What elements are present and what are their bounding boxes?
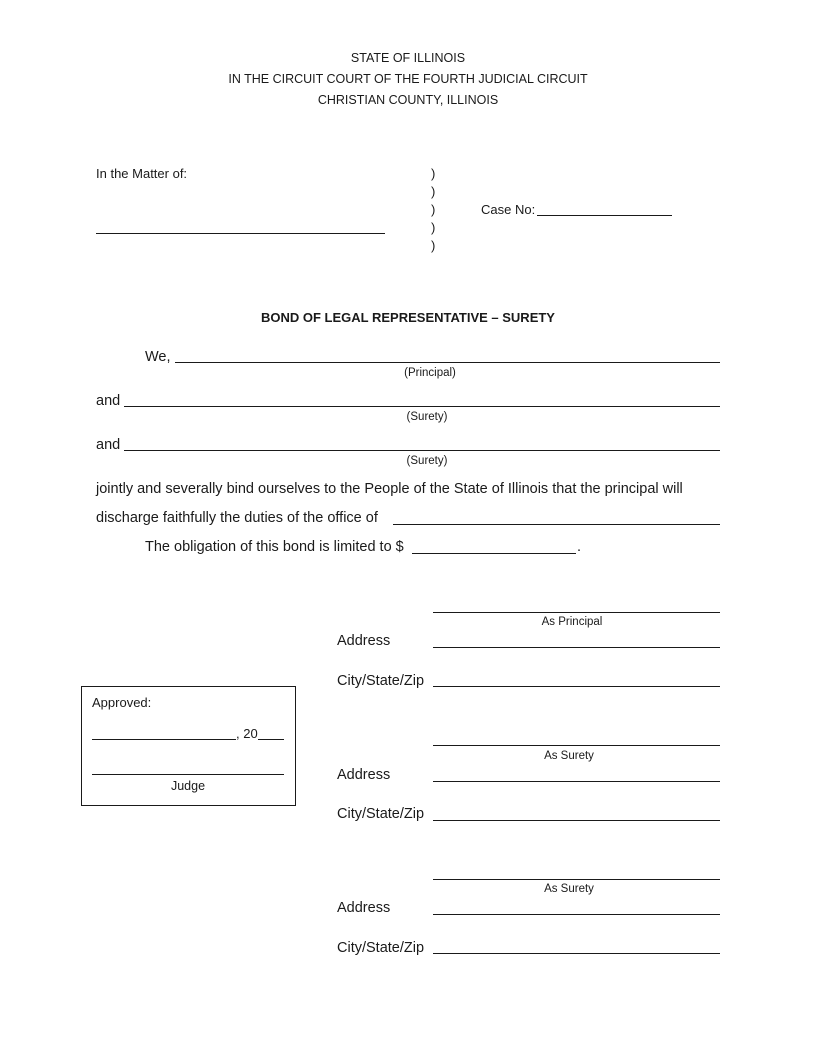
obligation-period: . [577,539,582,555]
caption-paren: ) [431,166,436,181]
judge-label: Judge [170,779,206,793]
judge-signature-line[interactable] [92,774,284,775]
obligation-text: The obligation of this bond is limited to $ [145,539,404,555]
and-label: and [96,437,121,453]
surety1-address-line[interactable] [433,781,720,782]
as-surety-caption-2: As Surety [544,883,594,895]
caption-paren: ) [431,184,436,199]
surety-line-1[interactable] [124,406,720,407]
caption-paren: ) [431,220,436,235]
case-no-line[interactable] [537,215,672,216]
approval-date-line[interactable] [92,739,236,740]
approval-year-label: , 20 [236,726,258,741]
as-surety-caption-1: As Surety [544,750,594,762]
amount-line[interactable] [412,553,576,554]
as-principal-caption: As Principal [541,616,603,628]
surety2-address-label: Address [337,900,391,916]
office-line[interactable] [393,524,720,525]
principal-line[interactable] [175,362,720,363]
principal-caption: (Principal) [404,367,456,379]
surety-caption-1: (Surety) [406,411,448,423]
caption-paren: ) [431,238,436,253]
bond-paragraph-1: jointly and severally bind ourselves to the People of the State of Illinois that the principal will [96,481,683,497]
we-label: We, [145,349,171,365]
document-title: BOND OF LEGAL REPRESENTATIVE – SURETY [261,310,555,325]
caption-paren: ) [431,202,436,217]
principal-address-label: Address [337,633,391,649]
case-no-label: Case No: [481,202,536,217]
surety-line-2[interactable] [124,450,720,451]
header-state: STATE OF ILLINOIS [350,51,466,65]
surety2-city-line[interactable] [433,953,720,954]
bond-paragraph-2: discharge faithfully the duties of the office of [96,510,378,526]
surety-caption-2: (Surety) [406,455,448,467]
approval-box [81,686,296,806]
approved-label: Approved: [92,695,152,710]
surety1-signature-line[interactable] [433,745,720,746]
principal-signature-line[interactable] [433,612,720,613]
header-court: IN THE CIRCUIT COURT OF THE FOURTH JUDICIAL CIRCUIT [228,72,588,86]
principal-address-line[interactable] [433,647,720,648]
and-label: and [96,393,121,409]
surety1-city-line[interactable] [433,820,720,821]
surety1-city-label: City/State/Zip [337,806,425,822]
matter-label: In the Matter of: [96,166,188,181]
approval-year-line[interactable] [258,739,284,740]
principal-city-label: City/State/Zip [337,673,425,689]
header-county: CHRISTIAN COUNTY, ILLINOIS [317,93,499,107]
surety1-address-label: Address [337,767,391,783]
surety2-signature-line[interactable] [433,879,720,880]
principal-city-line[interactable] [433,686,720,687]
surety2-city-label: City/State/Zip [337,940,425,956]
surety2-address-line[interactable] [433,914,720,915]
matter-name-line[interactable] [96,233,385,234]
